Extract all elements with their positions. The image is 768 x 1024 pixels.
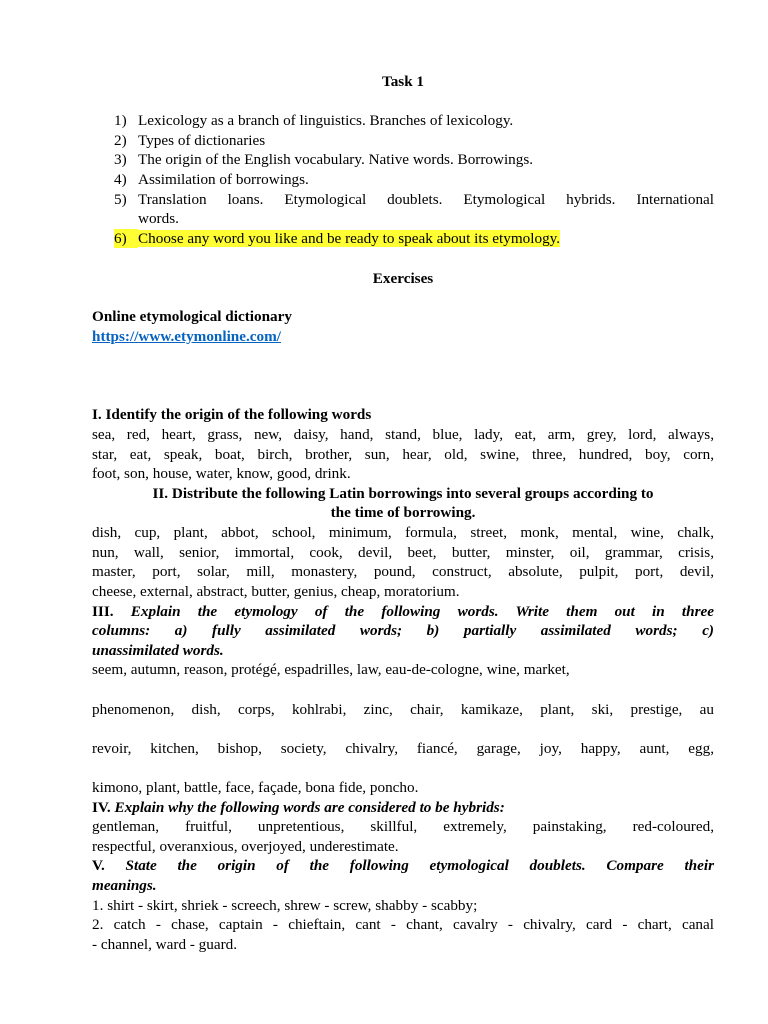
exercise-2-words: cheese, external, abstract, butter, genius, cheap, moratorium.: [92, 583, 460, 600]
exercise-3-words: phenomenon, dish, corps, kohlrabi, zinc, chair, kamikaze, plant, ski, prestige, au: [92, 701, 714, 718]
exercise-2-words: nun, wall, senior, immortal, cook, devil, beet, butter, minster, oil, grammar, crisis,: [92, 544, 714, 561]
exercise-5-numeral: V.: [92, 857, 105, 874]
exercise-3-instruction: unassimilated words.: [92, 642, 224, 659]
exercise-3-words: seem, autumn, reason, protégé, espadrilles, law, eau-de-cologne, wine, market,: [92, 661, 570, 678]
dictionary-label: Online etymological dictionary: [92, 308, 292, 325]
exercise-3-instruction: columns: a) fully assimilated words; b) partially assimilated words; c): [92, 622, 714, 639]
exercise-1-heading: I. Identify the origin of the following words: [92, 406, 372, 423]
highlighted-text: Choose any word you like and be ready to speak about its etymology.: [138, 230, 561, 247]
task-item-text: The origin of the English vocabulary. Native words. Borrowings.: [138, 151, 534, 168]
task-item-text: Types of dictionaries: [138, 132, 266, 149]
exercise-1-words: star, eat, speak, boat, birch, brother, sun, hear, old, swine, three, hundred, boy, corn,: [92, 446, 714, 463]
exercise-4-words: respectful, overanxious, overjoyed, underestimate.: [92, 838, 399, 855]
task-item-text: Lexicology as a branch of linguistics. Branches of lexicology.: [138, 112, 514, 129]
task-item-highlighted: [138, 229, 714, 248]
exercise-5-instruction: State the origin of the following etymological doublets. Compare their: [125, 857, 715, 874]
exercise-1-words: foot, son, house, water, know, good, drink.: [92, 465, 351, 482]
exercise-1-words: sea, red, heart, grass, new, daisy, hand, stand, blue, lady, eat, arm, grey, lord, always,: [92, 426, 714, 443]
exercise-3-numeral: III.: [92, 603, 114, 620]
exercise-5-doublets: - channel, ward - guard.: [92, 936, 238, 953]
exercise-2-heading: the time of borrowing.: [330, 504, 476, 521]
exercises-title: Exercises: [372, 270, 434, 287]
task-title: Task 1: [381, 73, 425, 90]
task-item-text-continued: words.: [138, 210, 179, 227]
dictionary-link-line: [92, 327, 714, 346]
dictionary-link[interactable]: https://www.etymonline.com/: [92, 328, 281, 345]
exercise-3-words: revoir, kitchen, bishop, society, chivalry, fiancé, garage, joy, happy, aunt, egg,: [92, 740, 714, 757]
task-item-number: 3): [114, 151, 127, 168]
exercise-4-words: gentleman, fruitful, unpretentious, skillful, extremely, painstaking, red-coloured,: [92, 818, 714, 835]
exercise-3-words: kimono, plant, battle, face, façade, bona fide, poncho.: [92, 779, 419, 796]
exercise-2-heading: II. Distribute the following Latin borrowings into several groups according to: [152, 485, 654, 502]
task-item-number: 1): [114, 112, 127, 129]
exercise-4-instruction: Explain why the following words are considered to be hybrids:: [114, 799, 505, 816]
task-item-text: Translation loans. Etymological doublets. Etymological hybrids. International: [138, 191, 714, 208]
task-item-number: 2): [114, 132, 127, 149]
exercise-4-numeral: IV.: [92, 799, 111, 816]
task-item-number: 5): [114, 191, 127, 208]
exercise-3-instruction: Explain the etymology of the following words. Write them out in three: [130, 603, 714, 620]
task-item-number-highlighted: 6): [114, 229, 138, 248]
exercise-5-doublets: 1. shirt - skirt, shriek - screech, shrew - screw, shabby - scabby;: [92, 897, 478, 914]
exercise-5-heading: [92, 856, 714, 875]
task-item-text: Assimilation of borrowings.: [138, 171, 309, 188]
document-page: [92, 0, 714, 1024]
task-item-number: 4): [114, 171, 127, 188]
exercise-4-heading: [92, 798, 714, 817]
exercise-5-instruction: meanings.: [92, 877, 157, 894]
exercise-5-doublets: 2. catch - chase, captain - chieftain, cant - chant, cavalry - chivalry, card - chart, canal: [92, 916, 714, 933]
exercise-2-words: master, port, solar, mill, monastery, pound, construct, absolute, pulpit, port, devil,: [92, 563, 714, 580]
exercise-3-heading: [92, 602, 714, 621]
exercise-2-words: dish, cup, plant, abbot, school, minimum, formula, street, monk, mental, wine, chalk,: [92, 524, 714, 541]
